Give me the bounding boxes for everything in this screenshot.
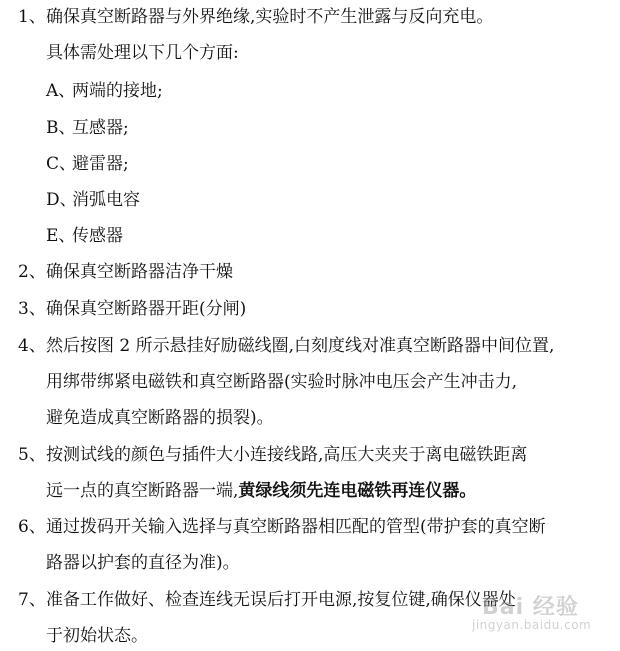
sub-label: A、 — [46, 81, 76, 101]
step-text: 通过拨码开关输入选择与真空断路器相匹配的管型(带护套的真空断 — [46, 517, 546, 537]
step-number: 2、 — [18, 262, 46, 282]
step-text-plain: 远一点的真空断路器一端, — [46, 481, 239, 501]
step-number: 3、 — [18, 299, 46, 319]
step-text: 确保真空断路器与外界绝缘,实验时不产生泄露与反向充电。 — [46, 7, 494, 27]
step-text: 确保真空断路器洁净干燥 — [46, 262, 233, 282]
sub-label: B、 — [46, 118, 76, 138]
sub-label: C、 — [46, 154, 77, 174]
step-number: 5、 — [18, 445, 46, 465]
step-text: 用绑带绑紧电磁铁和真空断路器(实验时脉冲电压会产生冲击力, — [46, 372, 518, 392]
step-text-wrap — [46, 480, 476, 502]
step-number: 1、 — [18, 7, 46, 27]
step-text-bold: 黄绿线须先连电磁铁再连仪器。 — [238, 481, 477, 501]
step-text: 于初始状态。 — [46, 626, 148, 646]
sub-text: 避雷器; — [72, 154, 129, 174]
sub-label: E、 — [46, 226, 76, 246]
step-text: 路器以护套的直径为准)。 — [46, 553, 240, 573]
intro-text: 具体需处理以下几个方面: — [46, 43, 239, 63]
step-text: 然后按图 2 所示悬挂好励磁线圈,白刻度线对准真空断路器中间位置, — [46, 336, 555, 356]
step-text: 按测试线的颜色与插件大小连接线路,高压大夹夹于离电磁铁距离 — [46, 445, 528, 465]
baidu-jingyan-watermark — [462, 588, 612, 638]
sub-text: 传感器 — [72, 226, 123, 246]
sub-label: D、 — [46, 190, 77, 210]
watermark-logo: Bai 经验 — [482, 595, 579, 620]
step-number: 6、 — [18, 517, 46, 537]
step-number: 4、 — [18, 336, 46, 356]
step-number: 7、 — [18, 590, 46, 610]
step-text: 准备工作做好、检查连线无误后打开电源,按复位键,确保仪器处 — [46, 590, 516, 610]
sub-text: 互感器; — [72, 118, 129, 138]
sub-text: 两端的接地; — [72, 81, 163, 101]
sub-text: 消弧电容 — [72, 190, 140, 210]
step-text: 避免造成真空断路器的损裂)。 — [46, 408, 274, 428]
step-text: 确保真空断路器开距(分闸) — [46, 299, 247, 319]
watermark-url: jingyan.baidu.com — [472, 618, 592, 632]
